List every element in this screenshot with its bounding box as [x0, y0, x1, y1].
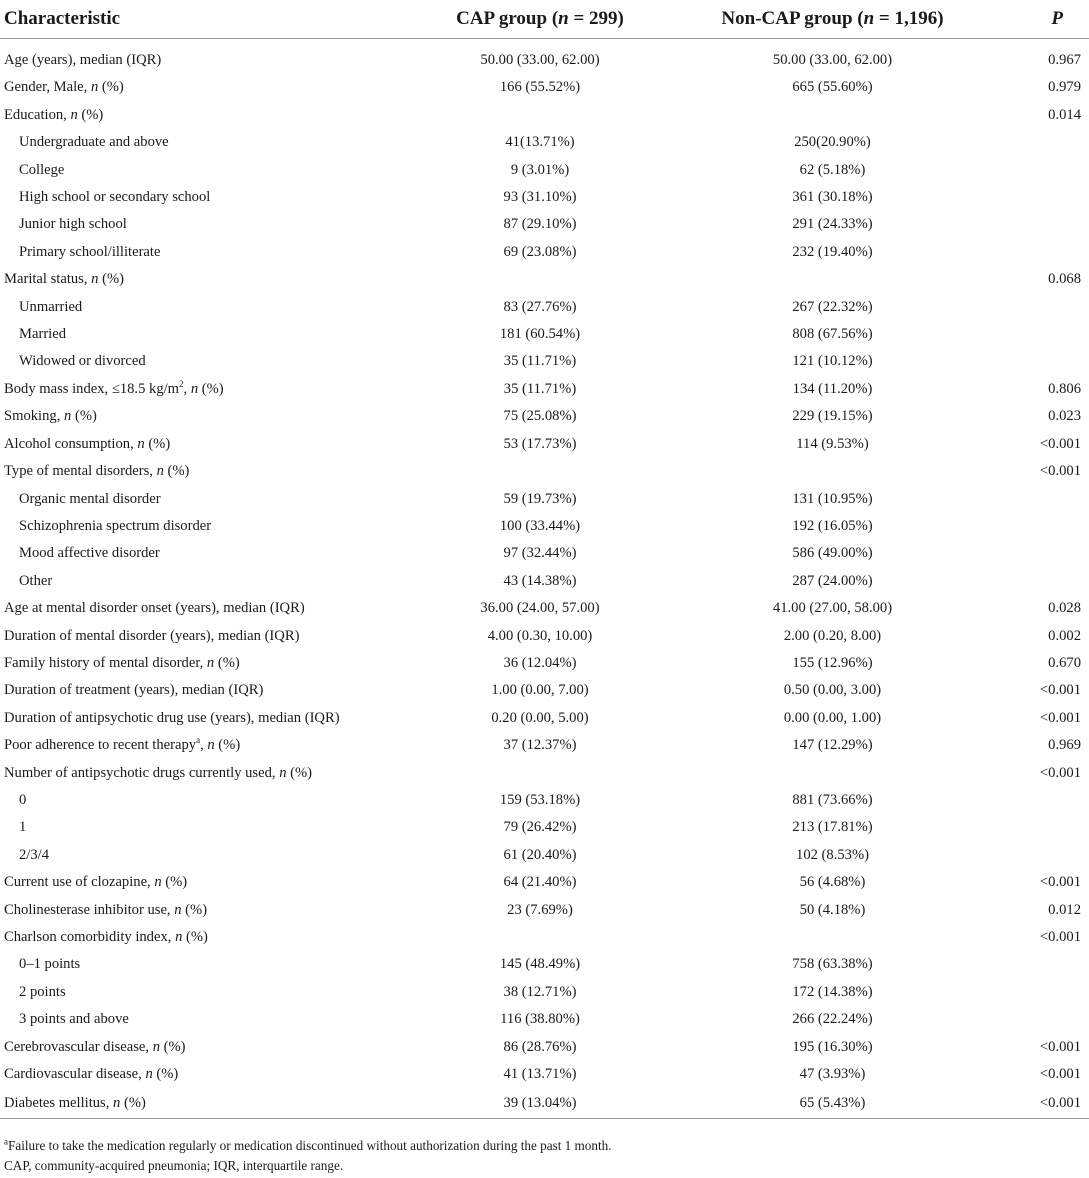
cap-group-value: 116 (38.80%): [500, 1011, 580, 1028]
non-cap-group-value: 213 (17.81%): [792, 819, 873, 836]
table-row: [0, 1006, 1089, 1033]
cap-group-value: 79 (26.42%): [503, 819, 577, 836]
non-cap-group-value: 586 (49.00%): [792, 545, 873, 562]
footnote-abbreviations: CAP, community-acquired pneumonia; IQR, interquartile range.: [4, 1158, 344, 1173]
table-row: [0, 513, 1089, 540]
cap-group-value: 4.00 (0.30, 10.00): [487, 627, 593, 644]
table-row: [0, 869, 1089, 896]
cap-group-value: 41(13.71%): [505, 134, 575, 151]
p-value: [980, 787, 1089, 814]
p-value: 0.023: [1048, 408, 1081, 425]
p-value: [980, 1006, 1089, 1033]
table-row: [0, 211, 1089, 238]
cap-group-value: 41 (13.71%): [503, 1066, 577, 1083]
non-cap-group-value: 41.00 (27.00, 58.00): [772, 600, 893, 617]
row-label: Age at mental disorder onset (years), median (IQR): [4, 600, 305, 617]
row-label: Poor adherence to recent therapy$^a$, n (%): [4, 735, 241, 754]
row-label: Education, n (%): [4, 106, 104, 123]
cap-group-value: 145 (48.49%): [499, 956, 581, 973]
non-cap-group-value: 291 (24.33%): [792, 216, 873, 233]
cap-group-value: 23 (7.69%): [507, 901, 573, 918]
row-label: Unmarried: [19, 298, 83, 315]
table-header: [0, 0, 1089, 39]
p-value: 0.806: [1048, 380, 1081, 397]
non-cap-group-value: 287 (24.00%): [792, 572, 873, 589]
cap-group-value: 0.20 (0.00, 5.00): [491, 709, 589, 726]
cap-group-value: 75 (25.08%): [503, 408, 577, 425]
non-cap-group-value: 267 (22.32%): [792, 298, 873, 315]
table-row: [0, 1034, 1089, 1061]
cap-group-value: 97 (32.44%): [503, 545, 577, 562]
table-row: [0, 403, 1089, 430]
row-label: Junior high school: [19, 216, 127, 233]
non-cap-group-value: 266 (22.24%): [792, 1011, 873, 1028]
cap-group-value: 9 (3.01%): [510, 161, 570, 178]
cap-group-value: 38 (12.71%): [503, 983, 577, 1000]
header-cap-group: CAP group (n = 299): [395, 0, 685, 39]
row-label: Alcohol consumption, n (%): [4, 435, 171, 452]
cap-group-value: 39 (13.04%): [395, 1088, 685, 1119]
cap-group-value: 87 (29.10%): [503, 216, 577, 233]
cap-group-value: 36 (12.04%): [503, 654, 577, 671]
table-row: [0, 650, 1089, 677]
p-value: [980, 513, 1089, 540]
table-row: [0, 924, 1089, 951]
cap-group-value: [395, 266, 685, 293]
row-label: Cardiovascular disease, n (%): [4, 1066, 179, 1083]
non-cap-group-value: 50 (4.18%): [799, 901, 866, 918]
p-value: [980, 951, 1089, 978]
table-row: [0, 595, 1089, 622]
row-label: Body mass index, ≤18.5 $kg/m^2$, n (%): [4, 379, 224, 397]
table-row: [0, 184, 1089, 211]
non-cap-group-value: 195 (16.30%): [792, 1038, 873, 1055]
row-label: 3 points and above: [19, 1011, 129, 1028]
non-cap-group-value: [685, 924, 980, 951]
non-cap-group-value: 102 (8.53%): [796, 846, 869, 863]
non-cap-group-value: [685, 102, 980, 129]
non-cap-group-value: 665 (55.60%): [792, 79, 873, 96]
non-cap-group-value: 2.00 (0.20, 8.00): [783, 627, 882, 644]
cap-group-value: 100 (33.44%): [499, 517, 581, 534]
row-label: Mood affective disorder: [19, 545, 160, 562]
row-label: Current use of clozapine, n (%): [4, 874, 188, 891]
p-value: 0.969: [1048, 737, 1081, 754]
table-row: [0, 979, 1089, 1006]
table-row: [0, 348, 1089, 375]
non-cap-group-value: 758 (63.38%): [792, 956, 873, 973]
p-value: <0.001: [1039, 929, 1081, 945]
footnote-a: $^a$Failure to take the medication regularly or medication discontinued without authorization during the past 1 month.: [4, 1136, 612, 1153]
p-value: [980, 129, 1089, 156]
p-value: 0.014: [1048, 106, 1081, 123]
header-row: [0, 0, 1089, 39]
non-cap-group-value: 361 (30.18%): [792, 189, 873, 206]
table-row: [0, 732, 1089, 759]
table-row: [0, 129, 1089, 156]
non-cap-group-value: 0.50 (0.00, 3.00): [783, 682, 882, 699]
row-label: Smoking, n (%): [4, 408, 97, 425]
p-value: [980, 211, 1089, 238]
cap-group-value: 53 (17.73%): [503, 435, 577, 452]
non-cap-group-value: 62 (5.18%): [799, 161, 866, 178]
row-label: Age (years), median (IQR): [4, 52, 162, 68]
p-value: [980, 321, 1089, 348]
non-cap-group-value: [685, 266, 980, 293]
row-label: Organic mental disorder: [19, 490, 161, 507]
table-row: [0, 321, 1089, 348]
table-row: [0, 39, 1089, 75]
non-cap-group-value: 47 (3.93%): [799, 1066, 866, 1083]
table-row: [0, 1088, 1089, 1119]
non-cap-group-value: 229 (19.15%): [792, 408, 873, 425]
row-label: Duration of antipsychotic drug use (years), median (IQR): [4, 709, 340, 726]
table-row: [0, 951, 1089, 978]
row-label: Undergraduate and above: [19, 134, 169, 151]
p-value: [980, 348, 1089, 375]
p-value: <0.001: [1039, 435, 1081, 452]
cap-group-value: [395, 102, 685, 129]
p-value: [980, 239, 1089, 266]
cap-group-value: 69 (23.08%): [503, 243, 577, 260]
non-cap-group-value: [685, 458, 980, 485]
non-cap-group-value: 147 (12.29%): [792, 737, 873, 754]
row-label: Other: [19, 572, 53, 589]
p-value: 0.979: [1048, 79, 1081, 96]
p-value: 0.012: [1048, 901, 1081, 918]
p-value: <0.001: [1039, 764, 1081, 781]
row-label: 0: [19, 791, 27, 808]
non-cap-group-value: 65 (5.43%): [685, 1088, 980, 1119]
non-cap-group-value: 155 (12.96%): [792, 654, 873, 671]
non-cap-group-value: 0.00 (0.00, 1.00): [783, 709, 882, 726]
table-row: [0, 486, 1089, 513]
p-value: [980, 184, 1089, 211]
row-label: Duration of treatment (years), median (IQR): [4, 682, 264, 699]
non-cap-group-value: 50.00 (33.00, 62.00): [772, 52, 893, 68]
p-value: 0.028: [1048, 600, 1081, 617]
table-row: [0, 705, 1089, 732]
row-label: Marital status, n (%): [4, 271, 124, 288]
cap-group-value: 1.00 (0.00, 7.00): [491, 682, 589, 699]
table-row: [0, 842, 1089, 869]
row-label: 2 points: [19, 983, 66, 1000]
table-row: [0, 897, 1089, 924]
p-value: <0.001: [1039, 1038, 1081, 1055]
row-label: High school or secondary school: [19, 189, 211, 206]
row-label: College: [19, 161, 65, 178]
p-value: <0.001: [1039, 682, 1081, 699]
table-row: [0, 294, 1089, 321]
table-row: [0, 458, 1089, 485]
header-p-value: P: [980, 0, 1089, 39]
cap-group-value: 159 (53.18%): [499, 791, 581, 808]
table-row: [0, 540, 1089, 567]
p-value: <0.001: [980, 1088, 1089, 1119]
cap-group-value: 64 (21.40%): [503, 874, 577, 891]
table-row: [0, 677, 1089, 704]
p-value: [980, 540, 1089, 567]
table-row: [0, 760, 1089, 787]
p-value: 0.670: [1048, 654, 1081, 671]
non-cap-group-value: 134 (11.20%): [792, 380, 873, 397]
table-row: [0, 431, 1089, 458]
p-value: 0.967: [1048, 52, 1081, 68]
table-row: [0, 787, 1089, 814]
non-cap-group-value: 250(20.90%): [794, 134, 871, 151]
cap-group-value: 86 (28.76%): [503, 1038, 577, 1055]
row-label: Primary school/illiterate: [19, 243, 161, 260]
cap-group-value: 83 (27.76%): [503, 298, 577, 315]
cap-group-value: 36.00 (24.00, 57.00): [480, 600, 600, 617]
non-cap-group-value: [685, 760, 980, 787]
row-label: Schizophrenia spectrum disorder: [19, 517, 212, 534]
non-cap-group-value: 121 (10.12%): [792, 353, 873, 370]
cap-group-value: 50.00 (33.00, 62.00): [480, 52, 600, 68]
header-characteristic: Characteristic: [0, 0, 395, 39]
table-row: [0, 74, 1089, 101]
cap-group-value: 37 (12.37%): [503, 737, 577, 754]
table-row: [0, 814, 1089, 841]
non-cap-group-value: 172 (14.38%): [792, 983, 873, 1000]
p-value: <0.001: [1039, 463, 1081, 480]
p-value: 0.068: [1048, 271, 1081, 288]
table-body: [0, 39, 1089, 1119]
p-value: [980, 486, 1089, 513]
row-label: Cholinesterase inhibitor use, n (%): [4, 901, 208, 918]
row-label: 0–1 points: [19, 956, 81, 973]
non-cap-group-value: 192 (16.05%): [792, 517, 873, 534]
row-label: Gender, Male, n (%): [4, 79, 124, 96]
p-value: <0.001: [1039, 1066, 1081, 1083]
cap-group-value: [395, 458, 685, 485]
non-cap-group-value: 56 (4.68%): [799, 874, 866, 891]
non-cap-group-value: 232 (19.40%): [792, 243, 873, 260]
table-row: [0, 157, 1089, 184]
row-label: Duration of mental disorder (years), median (IQR): [4, 627, 300, 644]
p-value: [980, 157, 1089, 184]
table-row: [0, 239, 1089, 266]
p-value: 0.002: [1048, 627, 1081, 644]
p-value: [980, 814, 1089, 841]
cap-group-value: [395, 760, 685, 787]
p-value: <0.001: [1039, 709, 1081, 726]
cap-group-value: [395, 924, 685, 951]
p-value: [980, 979, 1089, 1006]
row-label: Cerebrovascular disease, n (%): [4, 1038, 186, 1055]
row-label: Family history of mental disorder, n (%): [4, 654, 240, 671]
header-non-cap-group: Non-CAP group (n = 1,196): [685, 0, 980, 39]
non-cap-group-value: 114 (9.53%): [796, 435, 869, 452]
table-row: [0, 568, 1089, 595]
p-value: [980, 294, 1089, 321]
non-cap-group-value: 808 (67.56%): [792, 326, 873, 343]
table-row: [0, 266, 1089, 293]
row-label: Diabetes mellitus, n (%): [0, 1088, 395, 1119]
row-label: 1: [19, 819, 27, 836]
row-label: Type of mental disorders, n (%): [4, 463, 190, 480]
row-label: 2/3/4: [19, 846, 49, 863]
cap-group-value: 166 (55.52%): [499, 79, 581, 96]
cap-group-value: 181 (60.54%): [499, 326, 581, 343]
row-label: Number of antipsychotic drugs currently used, n (%): [4, 764, 313, 781]
p-value: [980, 842, 1089, 869]
row-label: Married: [19, 326, 67, 343]
row-label: Widowed or divorced: [19, 353, 146, 370]
row-label: Charlson comorbidity index, n (%): [4, 929, 208, 945]
non-cap-group-value: 881 (73.66%): [792, 791, 873, 808]
table-row: [0, 376, 1089, 403]
non-cap-group-value: 131 (10.95%): [792, 490, 873, 507]
p-value: <0.001: [1039, 874, 1081, 891]
p-value: [980, 568, 1089, 595]
cap-group-value: 35 (11.71%): [503, 353, 577, 370]
cap-group-value: 35 (11.71%): [503, 380, 577, 397]
table-row: [0, 623, 1089, 650]
cap-group-value: 43 (14.38%): [503, 572, 577, 589]
table-row: [0, 1061, 1089, 1088]
cap-group-value: 61 (20.40%): [503, 846, 577, 863]
cap-group-value: 93 (31.10%): [503, 189, 577, 206]
table-row: [0, 102, 1089, 129]
cap-group-value: 59 (19.73%): [503, 490, 577, 507]
